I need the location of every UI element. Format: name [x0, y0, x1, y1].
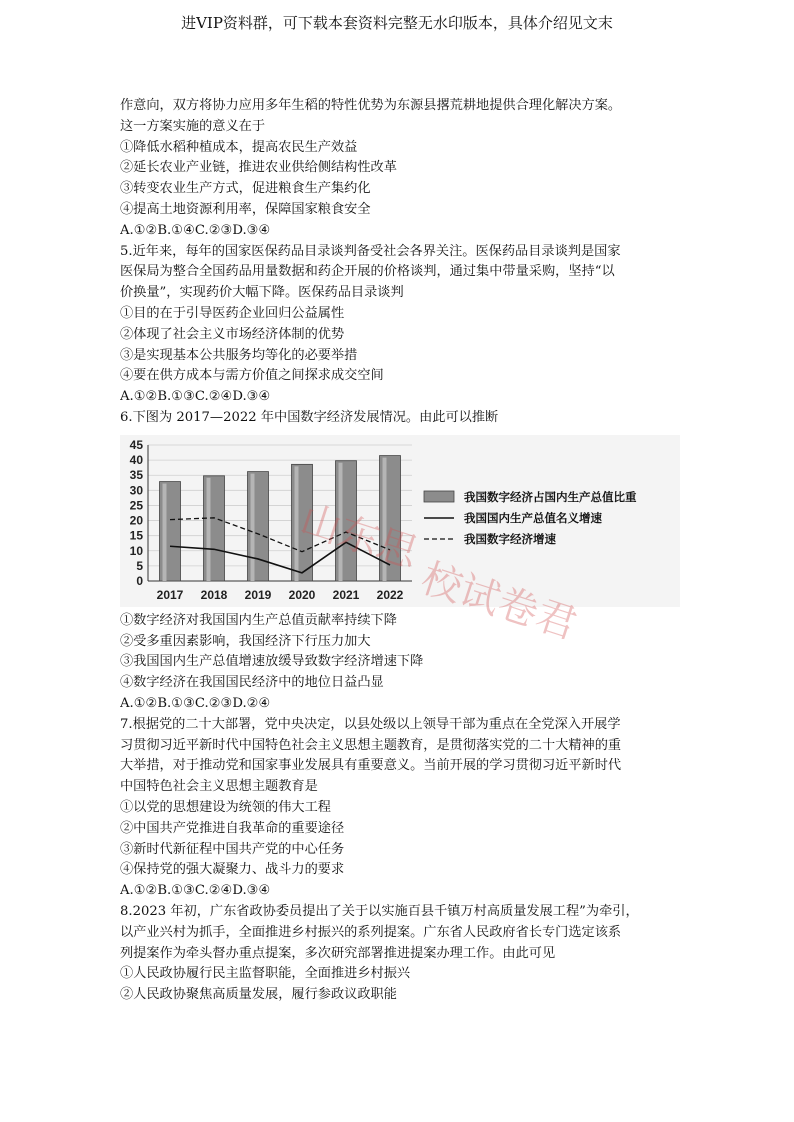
question-4-stem-line: 作意向，双方将协力应用多年生稻的特性优势为东源县撂荒耕地提供合理化解决方案。	[120, 98, 622, 113]
question-6-option: ①数字经济对我国国内生产总值贡献率持续下降	[120, 612, 397, 628]
question-8-option: ①人民政协履行民主监督职能，全面推进乡村振兴	[120, 966, 411, 982]
question-6-option: ③我国国内生产总值增速放缓导致数字经济增速下降	[120, 654, 424, 670]
y-tick-label: 40	[129, 452, 143, 467]
legend-label: 我国数字经济增速	[464, 531, 556, 546]
question-7	[120, 715, 700, 902]
y-tick-label: 30	[129, 483, 143, 498]
bar-highlight	[207, 478, 211, 581]
bar-highlight	[295, 466, 299, 581]
question-4-answers: A.①②B.①④C.②③D.③④	[120, 222, 271, 238]
x-tick-label: 2019	[244, 587, 272, 602]
question-4-option: ③转变农业生产方式，促进粮食生产集约化	[120, 181, 371, 197]
y-tick-label: 25	[129, 498, 143, 513]
question-7-stem-line: 大举措，对于推动党和国家事业发展具有重要意义。当前开展的学习贯彻习近平新时代	[120, 758, 622, 774]
question-5-option: ①目的在于引导医药企业回归公益属性	[120, 305, 345, 321]
question-7-answers: A.①②B.①③C.②④D.③④	[120, 883, 271, 899]
question-7-option: ②中国共产党推进自我革命的重要途径	[120, 820, 345, 836]
x-tick-label: 2018	[200, 587, 228, 602]
question-8-stem-line: 列提案作为牵头督办重点提案，多次研究部署推进提案办理工作。由此可见	[120, 945, 556, 961]
y-tick-label: 5	[136, 558, 143, 573]
bar-highlight	[251, 473, 255, 580]
y-tick-label: 20	[129, 513, 143, 528]
question-6-answers: A.①②B.①③C.②③D.②④	[120, 695, 271, 711]
watermark-stamp-2: 校试卷君	[415, 555, 583, 649]
question-8-option: ②人民政协聚焦高质量发展，履行参政议政职能	[120, 987, 397, 1003]
question-7-option: ④保持党的强大凝聚力、战斗力的要求	[120, 862, 345, 878]
question-6-option: ④数字经济在我国国民经济中的地位日益凸显	[120, 675, 384, 691]
question-4-option: ①降低水稻种植成本，提高农民生产效益	[120, 139, 358, 155]
y-tick-label: 0	[136, 573, 143, 588]
digital-economy-chart	[120, 435, 680, 607]
question-4-option: ④提高土地资源利用率，保障国家粮食安全	[120, 201, 371, 217]
question-6-option: ②受多重因素影响，我国经济下行压力加大	[120, 633, 371, 649]
chart-svg	[120, 435, 680, 607]
question-5-option: ③是实现基本公共服务均等化的必要举措	[120, 347, 358, 363]
legend-swatch-bar	[424, 491, 454, 502]
question-6-stem-line: 6.下图为 2017—2022 年中国数字经济发展情况。由此可以推断	[120, 409, 499, 425]
x-tick-label: 2022	[376, 587, 404, 602]
question-7-option: ①以党的思想建设为统领的伟大工程	[120, 799, 331, 815]
question-5-stem-line: 价换量”，实现药价大幅下降。医保药品目录谈判	[120, 285, 404, 301]
question-5-option: ②体现了社会主义市场经济体制的优势	[120, 326, 345, 342]
question-5-option: ④要在供方成本与需方价值之间探求成交空间	[120, 368, 384, 384]
bar-highlight	[163, 483, 167, 580]
x-tick-label: 2021	[332, 587, 360, 602]
question-7-stem-line: 中国特色社会主义思想主题教育是	[120, 779, 318, 795]
y-tick-label: 35	[129, 467, 143, 482]
question-4-stem-line: 这一方案实施的意义在于	[120, 118, 266, 134]
x-tick-label: 2017	[156, 587, 184, 602]
question-6	[120, 408, 700, 715]
question-5	[120, 242, 700, 408]
question-7-stem-line: 习贯彻习近平新时代中国特色社会主义思想主题教育，是贯彻落实党的二十大精神的重	[120, 737, 622, 753]
question-4-option: ②延长农业产业链，推进农业供给侧结构性改革	[120, 160, 397, 176]
legend-label: 我国国内生产总值名义增速	[464, 510, 602, 525]
question-7-option: ③新时代新征程中国共产党的中心任务	[120, 841, 345, 857]
page-header-banner: 进VIP资料群，可下载本套资料完整无水印版本，具体介绍见文末	[181, 14, 613, 32]
question-4	[120, 96, 700, 242]
question-8	[120, 902, 700, 1006]
question-7-stem-line: 7.根据党的二十大部署，党中央决定，以县处级以上领导干部为重点在全党深入开展学	[120, 716, 621, 732]
bar-highlight	[339, 462, 343, 580]
x-tick-label: 2020	[288, 587, 316, 602]
question-5-stem-line: 医保局为整合全国药品用量数据和药企开展的价格谈判，通过集中带量采购，坚持“以	[120, 264, 615, 280]
question-content	[120, 96, 700, 1006]
y-tick-label: 10	[129, 543, 143, 558]
question-5-stem-line: 5.近年来，每年的国家医保药品目录谈判备受社会各界关注。医保药品目录谈判是国家	[120, 243, 621, 259]
legend-label: 我国数字经济占国内生产总值比重	[464, 489, 637, 504]
y-tick-label: 45	[129, 437, 143, 452]
y-tick-label: 15	[129, 528, 143, 543]
question-5-answers: A.①②B.①③C.②④D.③④	[120, 389, 271, 405]
question-8-stem-line: 以产业兴村为抓手，全面推进乡村振兴的系列提案。广东省人民政府省长专门选定该系	[120, 924, 622, 940]
watermark-stamp-1: 山东思	[294, 496, 424, 578]
question-8-stem-line: 8.2023 年初，广东省政协委员提出了关于以实施百县千镇万村高质量发展工程”为牵引，	[120, 903, 639, 919]
